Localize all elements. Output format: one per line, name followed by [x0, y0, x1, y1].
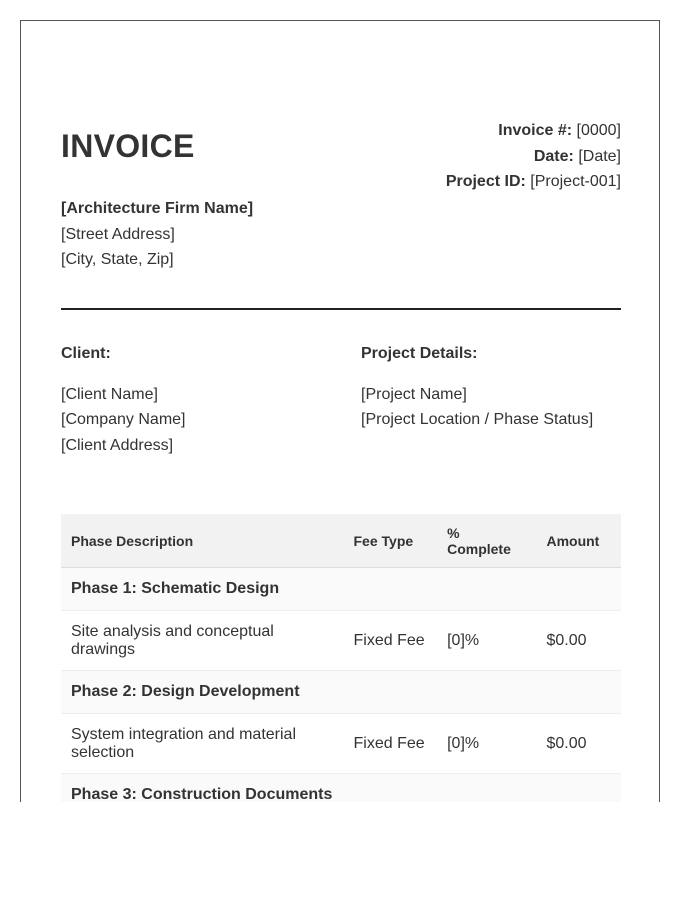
invoice-date: [446, 144, 621, 170]
header-amount: Amount: [536, 514, 621, 568]
item-description: System integration and material selection: [61, 714, 344, 774]
invoice-number: [446, 118, 621, 144]
phase-fee-table: [61, 514, 621, 802]
table-row: [61, 714, 621, 774]
project-details-section: [361, 341, 621, 433]
item-amount: $0.00: [536, 714, 621, 774]
invoice-title: INVOICE: [61, 128, 195, 164]
table-row: [61, 611, 621, 671]
invoice-number-value: [0000]: [576, 122, 621, 139]
project-location: [Project Location / Phase Status]: [361, 411, 594, 429]
firm-street: [Street Address]: [61, 225, 175, 243]
client-name: [Client Name]: [61, 385, 158, 403]
project-id-label: Project ID:: [445, 173, 526, 191]
invoice-date-value: [Date]: [578, 147, 621, 165]
header-phase-description: Phase Description: [61, 514, 344, 568]
invoice-project-id: [446, 169, 621, 195]
item-percent-complete: [0]%: [437, 611, 536, 671]
invoice-meta: [446, 118, 621, 195]
client-section: [61, 341, 341, 458]
firm-info: [61, 196, 253, 273]
client-heading: Client:: [61, 345, 111, 362]
header-fee-type: Fee Type: [344, 514, 438, 568]
item-fee-type: Fixed Fee: [344, 611, 438, 671]
item-percent-complete: [0]%: [437, 714, 536, 774]
invoice-number-label: Invoice #:: [498, 122, 573, 139]
invoice-date-label: Date:: [533, 147, 574, 165]
client-company: [Company Name]: [61, 411, 186, 429]
phase-title: Phase 3: Construction Documents: [61, 774, 621, 803]
firm-city: [City, State, Zip]: [61, 251, 174, 269]
phase-title: Phase 1: Schematic Design: [61, 568, 621, 611]
phase-row: [61, 774, 621, 803]
table-header-row: [61, 514, 621, 568]
item-description: Site analysis and conceptual drawings: [61, 611, 344, 671]
project-id-value: [Project-001]: [530, 173, 621, 191]
project-details-heading: Project Details:: [361, 345, 478, 362]
header-percent-complete: % Complete: [437, 514, 536, 568]
phase-title: Phase 2: Design Development: [61, 671, 621, 714]
header-divider: [61, 308, 621, 310]
invoice-page: [20, 20, 660, 802]
item-fee-type: Fixed Fee: [344, 714, 438, 774]
firm-name: [Architecture Firm Name]: [61, 200, 254, 217]
client-address: [Client Address]: [61, 436, 174, 454]
item-amount: $0.00: [536, 611, 621, 671]
phase-row: [61, 568, 621, 611]
phase-row: [61, 671, 621, 714]
project-name: [Project Name]: [361, 385, 467, 403]
